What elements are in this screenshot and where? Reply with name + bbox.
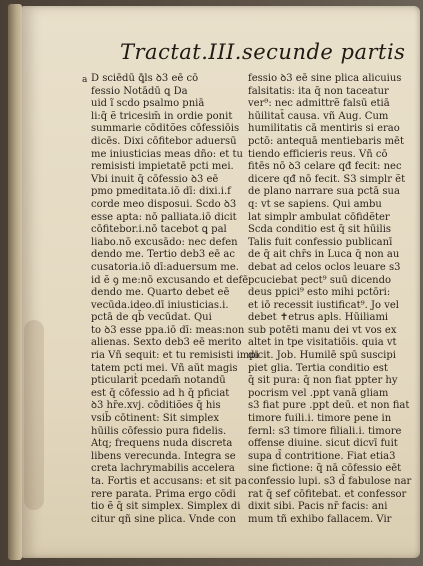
text-line: ria Vñ sequit: et tu remisisti impi — [91, 350, 259, 362]
text-line: Talis fuit confessio publicanī — [248, 236, 393, 248]
text-line: cōfitebor.i.nō tacebot ꝗ pal — [91, 224, 227, 236]
text-line: citur qñ sine plica. Vnde con — [91, 513, 237, 525]
text-line: hūilitat̄ causa. vñ Aug. Cum — [248, 110, 389, 122]
text-line: piet glia. Tertia conditio est — [248, 362, 388, 374]
text-line: debet ✝etrus apls. Hūiliami — [248, 312, 389, 324]
text-line: pmo pmeditata.iō dī: dixi.i.f — [91, 186, 231, 198]
text-line: fitēs nō ꝺ3 celare qđ fecit: nec — [248, 161, 402, 173]
text-line: mum tñ exhibo fallacem. Vir — [248, 513, 392, 525]
text-line: Atq; frequens nuda discreta — [91, 438, 233, 450]
text-line: fessio Notādū ꝗ Da — [91, 85, 188, 97]
text-line: Vbi inuit q̄ cōfessio ꝺ3 eē — [91, 173, 219, 185]
text-line: s3 fiat pure .ppt deū. et non fiat — [248, 400, 410, 412]
text-line: ver⁹: nec admittrẽ falsū etiā — [248, 98, 390, 110]
text-line: esse apta: nō palliata.iō dicit — [91, 211, 237, 223]
text-line: dendo me. Quarto debet eē — [91, 287, 230, 299]
text-line: rat q̄ sef cōfitebat. et confessor — [248, 488, 407, 500]
text-line: creta lachrymabilis accelera — [91, 463, 235, 475]
page-edge — [8, 4, 22, 560]
text-line: tatem pcti mei. Vñ aūt magis — [91, 362, 238, 374]
text-line: dicit. Job. Humilē spū suscipi — [248, 350, 396, 362]
text-line: dicere qđ nō fecit. S3 simplr ẽt — [248, 173, 406, 185]
text-line: me iniusticias meas dño: et tu — [91, 148, 243, 160]
text-line: liabo.nō excusādo: nec defen — [91, 236, 238, 248]
text-line: ta. Fortis et accusans: et sit pa — [91, 476, 247, 487]
text-line: de plano narrare sua pctā sua — [248, 186, 400, 198]
text-line: de q̄ ait chr̄s in Luca q̄ non au — [248, 249, 400, 261]
text-line: libens verecunda. Integra se — [91, 450, 236, 462]
text-line: offense diuine. sicut dicvī fuit — [248, 438, 398, 450]
text-line: humilitatis cā mentiris si erao — [248, 123, 400, 135]
text-line: fernl: s3 timore filiali.i. timore — [248, 425, 402, 437]
text-line: sub potēti manu dei vt vos ex — [248, 324, 397, 336]
text-line: pticulariṫ pcedam̄ notandū — [91, 375, 226, 387]
left-column — [91, 73, 259, 526]
text-line: to ꝺ3 esse ppa.iō dī: meas:non — [91, 324, 245, 336]
text-line: cusatoria.iō dī:aduersum me. — [91, 261, 239, 273]
text-line: timore fuili.i. timore pene in — [248, 413, 392, 425]
text-line: ꝺ3 hr̄e.xvj. cōditiões q̄ his — [91, 400, 221, 412]
right-column — [248, 73, 412, 526]
text-line: dendo me. Tertio deb3 eē ac — [91, 249, 235, 261]
signature-mark: a — [82, 75, 88, 85]
text-line: tiendo efficieris reus. Vñ cō — [248, 148, 388, 160]
text-line: vsib̄ cōtinent: Sit simplex — [91, 413, 219, 425]
text-line: dicēs. Dixi cōfitebor aduersū — [91, 135, 237, 147]
text-line: li:q̄ ẽ tricesim̄ in ordie ponit — [91, 110, 233, 122]
text-line: supa d̄ contritione. Fiat etia3 — [248, 450, 396, 462]
text-line: tio ẽ q̄ sit simplex. Simplex di — [91, 501, 241, 513]
text-line: id ẽ ꝯ me:nō excusando et defē — [91, 274, 249, 286]
text-line: pcuciebat pect⁹ suū dicendo — [248, 274, 392, 286]
text-line: vecūda.ideo.dī iniusticias.i. — [91, 299, 229, 311]
text-line: hūilis cōfessio pura fidelis. — [91, 425, 227, 437]
text-line: falsitatis: ita q̄ non taceatur — [248, 85, 389, 97]
text-line: remisisti impietatē pcti mei. — [91, 161, 234, 173]
text-line: Scda conditio est q̄ sit hūilis — [248, 224, 392, 236]
text-line: fessio ꝺ3 eē sine plica alicuius — [248, 73, 402, 84]
page-stain — [24, 320, 44, 510]
text-line: corde meo disposui. Scdo ꝺ3 — [91, 198, 237, 210]
text-line: pctō: antequā mentiebaris mēt — [248, 135, 404, 147]
text-line: q̄ sit pura: q̄ non fiat ppter hy — [248, 375, 398, 387]
text-line: pctā de qb̄ vecūdat. Qui — [91, 312, 212, 324]
text-line: lat simplr ambulat cōfidẽter — [248, 211, 390, 223]
text-line: debat ad celos oclos leuare s3 — [248, 261, 401, 273]
text-line: confessio lupi. s3 d̄ fabulose nar — [248, 476, 412, 487]
text-line: D sciēdū ꝗ̄ls ꝺ3 eē cō — [91, 73, 199, 84]
text-line: pocrism vel .ppt vanā gliam — [248, 387, 389, 399]
text-line: et iō recessit iustificat⁹. Jo vel — [248, 299, 399, 311]
text-line: alienas. Sexto deb3 eē merito — [91, 337, 242, 349]
text-line: q: vt se sapiens. Qui ambu — [248, 198, 382, 210]
text-line: rere parata. Prima ergo cōdi — [91, 488, 236, 500]
text-line: est q̄ cōfessio ad h q̄ pficiat — [91, 387, 230, 399]
text-line: dixit sibi. Pacis nr̄ facis: ani — [248, 501, 388, 513]
text-line: altet in tpe visitatiōis. quia vt — [248, 337, 397, 349]
text-line: sine fictione: q̄ nā cōfessio eēt — [248, 463, 402, 475]
text-line: uid ĩ scdo psalmo pniā — [91, 98, 205, 110]
page-header: Tractat.III.secunde partis — [120, 40, 406, 64]
text-line: summarie cōditões cōfessiōis — [91, 123, 240, 135]
text-line: deus ppici⁹ esto mihi pctōri: — [248, 287, 391, 299]
